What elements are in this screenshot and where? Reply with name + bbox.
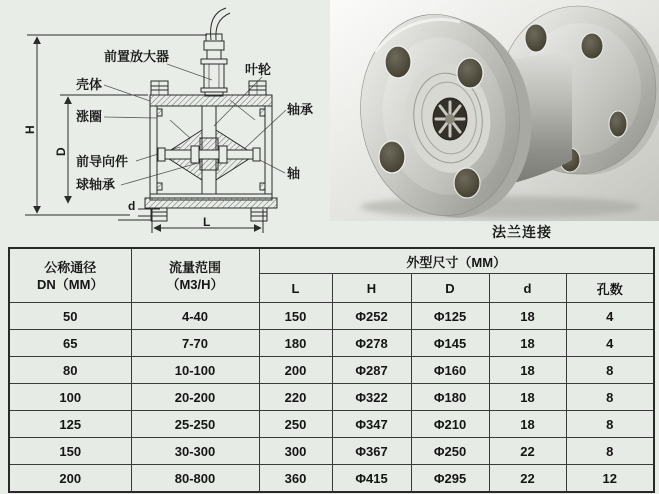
table-cell: Φ180 <box>411 384 489 411</box>
header-line: （M3/H） <box>166 276 224 292</box>
table-cell: Φ125 <box>411 303 489 330</box>
table-cell: 18 <box>489 330 566 357</box>
header-H: H <box>332 274 411 303</box>
table-row <box>9 357 654 384</box>
table-cell: 50 <box>9 303 131 330</box>
table-cell: 300 <box>259 438 332 465</box>
table-cell: 125 <box>9 411 131 438</box>
label-front-guide: 前导向件 <box>76 154 129 169</box>
table-cell: 80 <box>9 357 131 384</box>
table-row <box>9 384 654 411</box>
table-cell: 12 <box>566 465 654 493</box>
table-cell: 8 <box>566 438 654 465</box>
table-cell: 250 <box>259 411 332 438</box>
table-cell: 18 <box>489 411 566 438</box>
header-hole-count: 孔数 <box>566 274 654 303</box>
table-cell: 220 <box>259 384 332 411</box>
table-cell: Φ367 <box>332 438 411 465</box>
table-cell: Φ322 <box>332 384 411 411</box>
table-cell: Φ347 <box>332 411 411 438</box>
table-cell: Φ160 <box>411 357 489 384</box>
table-cell: 360 <box>259 465 332 493</box>
flowmeter-cross-section-diagram <box>0 0 340 245</box>
label-shaft: 轴 <box>287 166 301 181</box>
header-line: DN（MM） <box>37 276 104 292</box>
dim-label-L: L <box>203 215 211 229</box>
table-cell: 180 <box>259 330 332 357</box>
table-cell: 25-250 <box>131 411 259 438</box>
table-cell: 10-100 <box>131 357 259 384</box>
header-nominal-diameter <box>9 248 131 303</box>
table-cell: Φ287 <box>332 357 411 384</box>
table-row <box>9 465 654 493</box>
header-L: L <box>259 274 332 303</box>
dim-label-H: H <box>23 125 37 134</box>
label-housing: 壳体 <box>76 77 103 92</box>
cable-line <box>216 13 230 40</box>
product-photo <box>330 0 659 245</box>
table-cell: 4 <box>566 330 654 357</box>
header-flow-range <box>131 248 259 303</box>
table-row <box>9 303 654 330</box>
internals <box>158 106 260 194</box>
table-cell: Φ278 <box>332 330 411 357</box>
table-cell: 22 <box>489 438 566 465</box>
bolt-hole <box>379 141 405 173</box>
bolt-hole <box>581 33 603 59</box>
dim-label-D: D <box>54 147 68 156</box>
header-line: 公称通径 <box>44 259 97 275</box>
bolt-hole <box>454 168 480 198</box>
table-row <box>9 411 654 438</box>
bolt-hole <box>385 46 411 78</box>
table-cell: 18 <box>489 303 566 330</box>
table-cell: Φ252 <box>332 303 411 330</box>
dim-label-d: d <box>128 199 136 213</box>
table-cell: Φ250 <box>411 438 489 465</box>
table-cell: 8 <box>566 411 654 438</box>
table-row <box>9 438 654 465</box>
photo-caption: 法兰连接 <box>492 224 552 240</box>
table-cell: Φ415 <box>332 465 411 493</box>
table-cell: 7-70 <box>131 330 259 357</box>
impeller-hub <box>445 114 455 124</box>
table-cell: 200 <box>9 465 131 493</box>
table-cell: 150 <box>259 303 332 330</box>
table-cell: 20-200 <box>131 384 259 411</box>
header-D: D <box>411 274 489 303</box>
label-expansion-ring: 涨圈 <box>76 109 103 124</box>
table-cell: Φ210 <box>411 411 489 438</box>
table-cell: 4 <box>566 303 654 330</box>
header-line: 流量范围 <box>168 259 221 275</box>
table-cell: Φ295 <box>411 465 489 493</box>
table-cell: 30-300 <box>131 438 259 465</box>
table-cell: 8 <box>566 384 654 411</box>
table-cell: 8 <box>566 357 654 384</box>
table-cell: 22 <box>489 465 566 493</box>
label-impeller: 叶轮 <box>245 62 272 77</box>
header-d: d <box>489 274 566 303</box>
table-row <box>9 330 654 357</box>
table-cell: 200 <box>259 357 332 384</box>
header-outer-dimensions: 外型尺寸（MM） <box>259 248 654 274</box>
spec-table <box>8 247 655 493</box>
bolt-hole <box>457 58 483 88</box>
bolt-hole <box>525 24 547 52</box>
table-cell: Φ145 <box>411 330 489 357</box>
table-cell: 18 <box>489 357 566 384</box>
bolt-hole <box>609 111 627 137</box>
table-cell: 65 <box>9 330 131 357</box>
table-cell: 80-800 <box>131 465 259 493</box>
table-cell: 150 <box>9 438 131 465</box>
table-cell: 100 <box>9 384 131 411</box>
table-cell: 4-40 <box>131 303 259 330</box>
table-cell: 18 <box>489 384 566 411</box>
label-bearing: 轴承 <box>287 102 314 117</box>
label-preamplifier: 前置放大器 <box>104 49 170 64</box>
sensor-stack <box>201 8 230 96</box>
label-ball-bearing: 球轴承 <box>76 177 116 192</box>
